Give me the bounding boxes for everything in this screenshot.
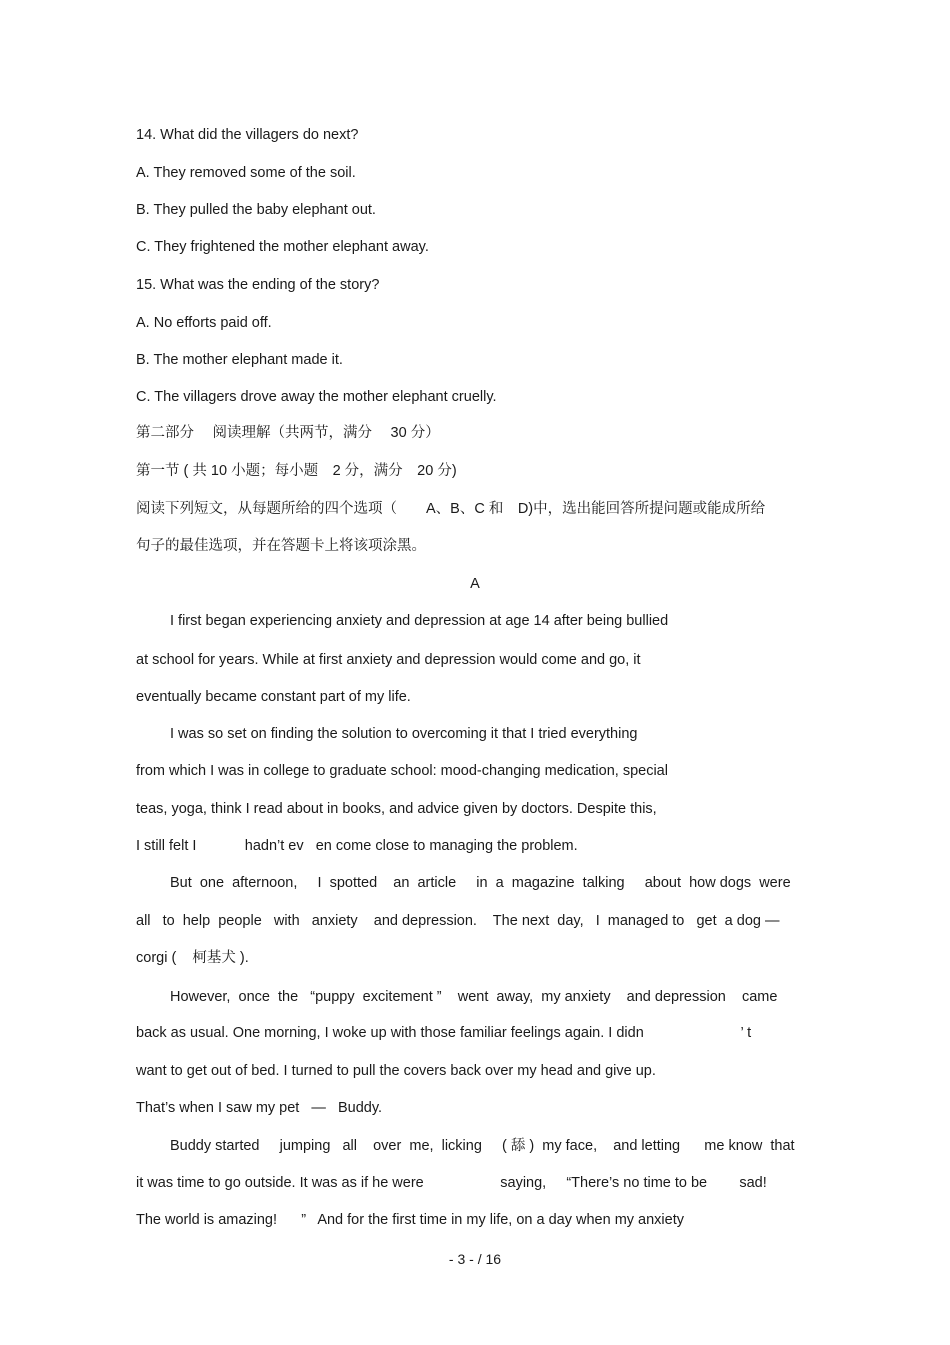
passage-line: want to get out of bed. I turned to pull the covers back over my head and give up. [136,1063,656,1079]
instruction-line-1: 阅读下列短文，从每题所给的四个选项（ A、B、C 和 D)中，选出能回答所提问题或能成所给 [136,501,766,517]
passage-line: eventually became constant part of my life. [136,689,411,705]
question-14-option-a: A. They removed some of the soil. [136,165,356,181]
passage-line: at school for years. While at first anxiety and depression would come and go, it [136,652,641,668]
passage-line: I still felt I hadn’t ev en come close to managing the problem. [136,838,578,854]
passage-line: I was so set on finding the solution to overcoming it that I tried everything [170,726,638,742]
question-15: 15. What was the ending of the story? [136,277,380,293]
passage-line: I first began experiencing anxiety and depression at age 14 after being bullied [170,613,669,629]
passage-line: corgi ( 柯基犬 ). [136,950,249,966]
question-14-option-c: C. They frightened the mother elephant away. [136,239,429,255]
question-15-option-b: B. The mother elephant made it. [136,352,343,368]
question-15-option-c: C. The villagers drove away the mother elephant cruelly. [136,389,497,405]
question-15-option-a: A. No efforts paid off. [136,315,272,331]
passage-line: from which I was in college to graduate school: mood-changing medication, special [136,763,668,779]
instruction-line-2: 句子的最佳选项，并在答题卡上将该项涂黑。 [136,538,426,554]
part-title: 第二部分 阅读理解（共两节，满分 30 分） [136,425,440,441]
passage-line: teas, yoga, think I read about in books, and advice given by doctors. Despite this, [136,801,657,817]
question-14-option-b: B. They pulled the baby elephant out. [136,202,376,218]
passage-label: A [470,576,480,592]
passage-line: But one afternoon, I spotted an article in a magazine talking about how dogs were [170,875,791,891]
page-number: - 3 - / 16 [448,1251,502,1267]
passage-line: That’s when I saw my pet — Buddy. [136,1100,383,1116]
passage-line: it was time to go outside. It was as if he were saying, “There’s no time to be sad! [136,1175,767,1191]
passage-line: However, once the “puppy excitement ” went away, my anxiety and depression came [170,989,778,1005]
subsection-title: 第一节 ( 共 10 小题；每小题 2 分，满分 20 分) [136,463,457,479]
passage-line: all to help people with anxiety and depression. The next day, I managed to get a dog — [136,913,780,929]
question-14: 14. What did the villagers do next? [136,127,359,143]
passage-line: Buddy started jumping all over me, licking ( 舔 ) my face, and letting me know that [170,1138,795,1154]
passage-line: back as usual. One morning, I woke up with those familiar feelings again. I didn ’ t [136,1025,752,1041]
passage-line: The world is amazing! ” And for the first time in my life, on a day when my anxiety [136,1212,684,1228]
